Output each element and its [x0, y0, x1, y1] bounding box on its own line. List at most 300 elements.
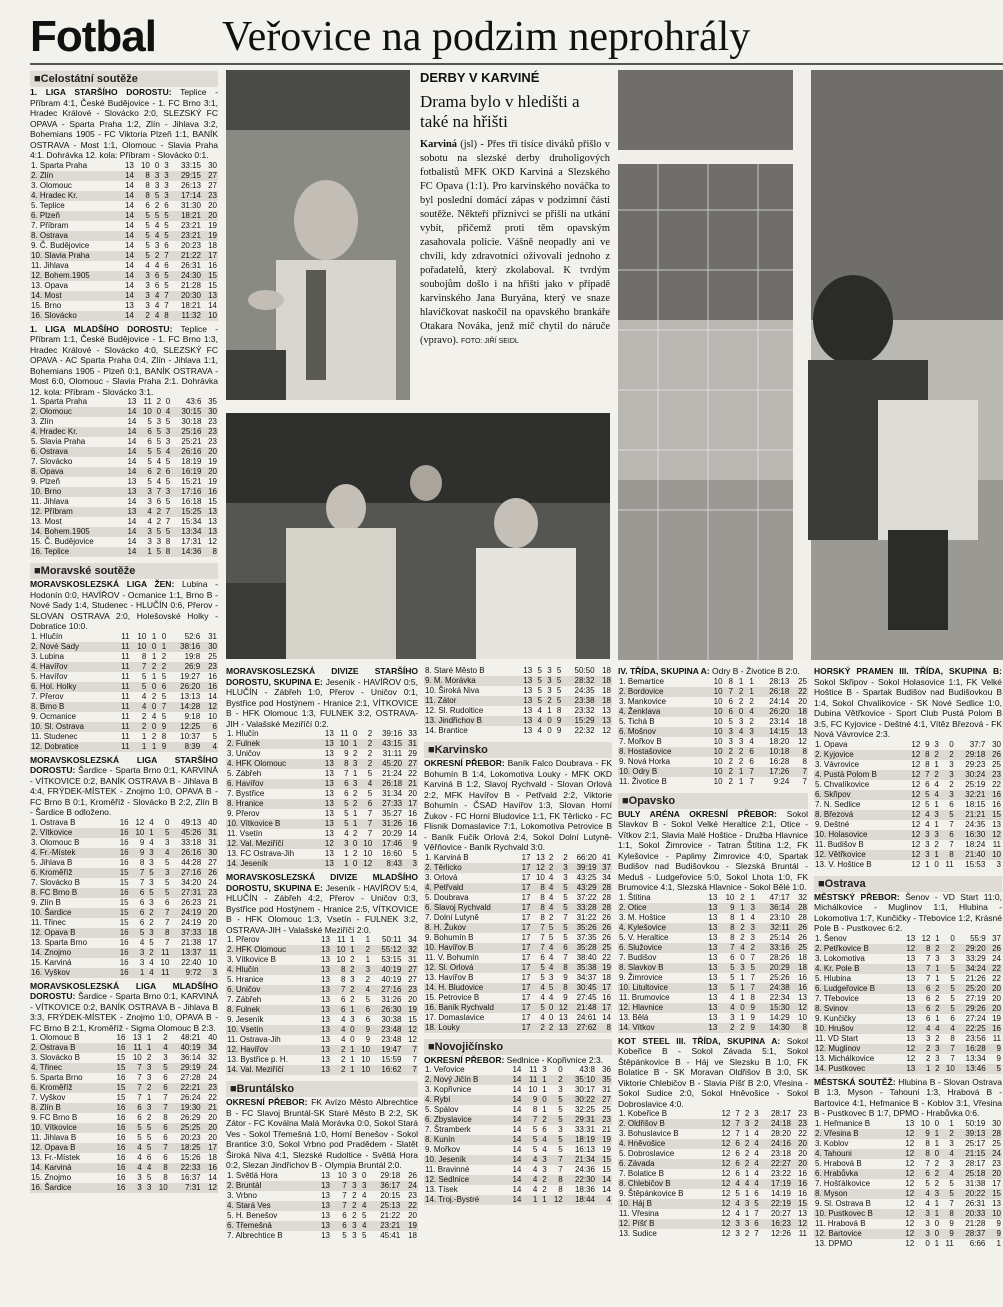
table-row — [226, 859, 418, 869]
stat-cell: 3 — [350, 1015, 355, 1024]
stat-cell: 3 — [352, 1170, 357, 1180]
stat-cell: 3 — [724, 727, 734, 737]
stat-cell: 6 — [950, 1013, 955, 1023]
table-row — [424, 1185, 612, 1195]
table-row — [618, 1189, 808, 1199]
league-table — [30, 397, 218, 557]
stat-cell: 6 — [731, 1159, 740, 1169]
stat-cell: 5 — [165, 497, 171, 506]
team-cell: 13. DPMO — [815, 1238, 853, 1248]
stat-cell: 21:24 — [382, 769, 403, 778]
stat-cell: 2 — [367, 729, 373, 738]
stat-cell: 26:16 — [170, 848, 202, 858]
stat-cell: 12 — [900, 1149, 916, 1159]
stat-cell: 36:14 — [180, 1053, 201, 1062]
stat-cell: 48:21 — [180, 1033, 201, 1042]
stat-cell: 4 — [341, 1035, 346, 1044]
stat-cell: 5 — [553, 676, 563, 686]
stat-cell: 5 — [548, 1095, 564, 1105]
stat-cell: 5 — [554, 923, 568, 933]
stat-cell: 15:59 — [381, 1055, 402, 1064]
stat-cell: 7 — [163, 1093, 168, 1102]
stat-cell: 14 — [119, 291, 135, 301]
stat-cell: 5 — [141, 671, 147, 681]
stat-cell: 13 — [324, 769, 334, 778]
team-cell: 9. Žimrovice — [619, 972, 663, 982]
stat-cell: 15 — [792, 1199, 808, 1209]
stat-cell: 5 — [137, 447, 152, 457]
stat-cell: 6 — [365, 1015, 371, 1024]
stat-cell: 0 — [352, 729, 358, 738]
team-cell: 7. Budišov — [619, 952, 657, 962]
table-row — [424, 1023, 612, 1033]
stat-cell: 16 — [110, 1163, 126, 1173]
stat-cell: 14 — [512, 1065, 522, 1074]
stat-cell: 3 — [145, 280, 150, 290]
table-row — [618, 727, 808, 737]
stat-cell: 15 — [116, 1093, 126, 1102]
stat-cell: 3 — [547, 666, 552, 675]
stat-cell: 4 — [546, 943, 554, 953]
stat-cell: 3 — [547, 686, 552, 695]
stat-cell: 2 — [738, 696, 744, 706]
stat-cell: 5 — [532, 1003, 546, 1013]
stat-cell: 37:22 — [576, 892, 597, 902]
stat-cell: 1 — [934, 1238, 940, 1248]
stat-cell: 11 — [798, 1229, 807, 1238]
stat-cell: 12 — [906, 770, 922, 780]
stat-cell: 13 — [314, 1181, 331, 1191]
team-cell: 4. Třinec — [30, 1063, 110, 1073]
table-row — [30, 818, 218, 828]
stat-cell: 16 — [208, 260, 217, 270]
stat-cell: 5 — [987, 1064, 1002, 1074]
stat-cell: 2 — [741, 1159, 750, 1169]
stat-cell: 8 — [730, 932, 735, 942]
stat-cell: 5 — [412, 849, 417, 858]
stat-cell: 5 — [548, 1135, 564, 1145]
stat-cell: 2 — [724, 747, 734, 757]
stat-cell: 8 — [155, 928, 171, 938]
stat-cell: 27:45 — [576, 992, 597, 1002]
stat-cell: 9 — [925, 739, 930, 749]
stat-cell: 12 — [906, 790, 922, 800]
team-cell: 7. Hošťálkovice — [815, 1178, 871, 1188]
stat-cell: 16 — [119, 817, 129, 827]
stat-cell: 1 — [744, 687, 754, 697]
table-row — [30, 181, 218, 191]
team-cell: 10. Široká Niva — [425, 686, 480, 695]
stat-cell: 2 — [749, 696, 754, 706]
stat-cell: 1 — [734, 767, 744, 777]
stat-cell: 27:62 — [569, 1023, 598, 1033]
stat-cell: 4 — [750, 1159, 759, 1169]
team-cell: 15. Petrovice B — [425, 992, 480, 1002]
article-text: (jsl) - Přes tři tisíce diváků přišlo v sobotu na slezské derby druholigových fotbalistů MFK OKD Karviná a Slezského FC Opava (1:1). Pro karvinského nováčka to byl poslední domácí zápas v podzimní části soutěže. Někteří příznivci se přišli na utkání vybít, přičemž proti těm opavským zasahovala policie. Vášně neopadly ani ve chvíli, kdy zdravotníci oživovali jednoho z pořadatelů, který zkolaboval. K tvrdým soubojům došlo i na hřišti jako v případě karvinského Jana Buryána, který ve snaze hlavičkovat naskočil na opavského brankáře Otakara Nováka, jenž míč chytil do náruče (vpravo). — [420, 139, 610, 346]
stat-cell: 20 — [992, 993, 1001, 1003]
team-cell: 3. Olomouc — [31, 180, 72, 190]
stat-cell: 1 — [750, 892, 755, 902]
stat-cell: 23 — [402, 985, 418, 995]
stat-cell: 3 — [143, 1183, 153, 1193]
stat-cell: 6 — [749, 756, 754, 766]
stat-cell: 1 — [916, 1064, 931, 1074]
stat-cell: 27 — [208, 857, 217, 867]
table-row — [30, 1043, 218, 1053]
team-cell: 4. Hradec Kr. — [30, 191, 119, 201]
team-cell: 2. Bruntál — [226, 1181, 314, 1191]
table-row — [618, 1149, 808, 1159]
stat-cell: 21 — [403, 779, 418, 789]
stat-cell: 7 — [540, 932, 545, 942]
stat-cell: 7 — [532, 943, 546, 953]
stat-cell: 20 — [208, 917, 217, 927]
table-row — [814, 740, 1002, 750]
table-row — [424, 963, 612, 973]
stat-cell: 25 — [602, 1105, 611, 1114]
table-row — [30, 507, 218, 517]
table-row — [814, 830, 1002, 840]
stat-cell: 5 — [165, 457, 171, 466]
table-row — [424, 873, 612, 883]
stat-cell: 5 — [143, 1123, 153, 1133]
stat-cell: 13 — [320, 779, 335, 789]
table-row — [814, 954, 1002, 964]
stat-cell: 5 — [137, 1133, 142, 1142]
stat-cell: 3 — [543, 676, 553, 686]
results-intro: KOT STEEL III. TŘÍDA, SKUPINA A: Sokol Kobeřice B - Sokol Závada 5:1, Sokol Štěpánkovice B - Háj ve Slezsku B 1:0, FK Bolatice B - SK Moravan Oldřišov B 3:0, SK Viktorie Chlebičov B - Slavia Píšť B 2:0, Vřesina - Sokol Sudice 2:0, Sokol Hněvošice - Sokol Dobroslavice 4:0. — [618, 1035, 808, 1109]
stat-cell: 5 — [925, 799, 930, 809]
stat-cell: 5 — [151, 191, 160, 201]
team-cell: 9. Přerov — [227, 809, 260, 818]
table-row — [30, 487, 218, 497]
stat-cell: 40:19 — [381, 975, 402, 984]
stat-cell: 10 — [986, 850, 1002, 860]
stat-cell: 2 — [131, 722, 148, 732]
stat-cell: 6 — [151, 271, 160, 281]
stat-cell: 4 — [754, 1129, 759, 1138]
stat-cell: 26 — [202, 868, 218, 878]
team-cell: 1. Šenov — [815, 933, 847, 943]
stat-cell: 26 — [791, 923, 808, 933]
stat-cell: 17 — [517, 963, 531, 973]
stat-cell: 7 — [790, 767, 808, 777]
league-table — [30, 818, 218, 978]
stat-cell: 22 — [408, 769, 417, 778]
team-cell: 6. Ostrava — [30, 447, 122, 457]
stat-cell: 12 — [721, 1149, 731, 1158]
stat-cell: 4 — [532, 1165, 538, 1174]
stat-cell: 45:20 — [373, 759, 403, 769]
table-row — [30, 221, 218, 231]
table-row — [30, 497, 218, 507]
stat-cell: 6 — [940, 830, 955, 840]
stat-cell: 22 — [992, 779, 1001, 789]
stat-cell: 22 — [401, 1201, 418, 1211]
stat-cell: 7 — [164, 917, 170, 927]
stat-cell: 15 — [408, 1015, 417, 1024]
team-cell: 2. Otice — [618, 903, 701, 913]
team-cell: 1. Přerov — [227, 935, 260, 944]
stat-cell: 3 — [149, 897, 154, 907]
stat-cell: 16 — [986, 790, 1002, 800]
stat-cell: 52:6 — [184, 631, 201, 641]
stat-cell: 4 — [139, 937, 145, 947]
table-row — [424, 993, 612, 1003]
stat-cell: 3 — [162, 487, 171, 497]
table-row — [618, 767, 808, 777]
stat-cell: 26:29 — [180, 1113, 201, 1122]
stat-cell: 2 — [736, 1023, 746, 1033]
table-row — [424, 706, 612, 716]
table-row — [424, 1013, 612, 1023]
stat-cell: 2 — [728, 756, 733, 766]
team-cell: 5. V. Heraltice — [619, 932, 669, 942]
stat-cell: 26:20 — [755, 707, 791, 717]
stat-cell: 13 — [321, 1035, 330, 1044]
table-row — [618, 983, 808, 993]
stat-cell: 4 — [344, 829, 349, 838]
stat-cell: 27:16 — [170, 868, 202, 878]
stat-cell: 31 — [202, 828, 218, 838]
stat-cell: 13 — [701, 903, 718, 913]
table-row — [814, 1064, 1002, 1074]
stat-cell: 3 — [741, 1119, 750, 1129]
article-dateline: Karviná — [420, 139, 457, 150]
table-row — [30, 1183, 218, 1193]
team-cell: 10. Šardice — [30, 908, 114, 918]
stat-cell: 13 — [906, 1013, 916, 1023]
table-row — [814, 1034, 1002, 1044]
stat-cell: 33:29 — [965, 953, 986, 963]
stat-cell: 6 — [154, 280, 160, 290]
stat-cell: 13 — [906, 1033, 916, 1043]
stat-cell: 14 — [119, 231, 135, 241]
stat-cell: 26 — [602, 912, 611, 922]
team-cell: 4. Rybí — [424, 1095, 506, 1105]
table-row — [30, 928, 218, 938]
stat-cell: 28 — [598, 883, 612, 893]
stat-cell: 7 — [950, 1053, 955, 1063]
team-cell: 15. Brno — [31, 300, 62, 310]
stat-cell: 3 — [746, 903, 756, 913]
stat-cell: 1 — [522, 1195, 538, 1205]
stat-cell: 6 — [137, 427, 152, 437]
stat-cell: 7 — [563, 952, 568, 962]
stat-cell: 30:45 — [569, 983, 598, 993]
stat-cell: 24 — [202, 1063, 218, 1073]
stat-cell: 9 — [130, 848, 146, 858]
team-cell: 2. Nový Jičín B — [424, 1075, 506, 1085]
team-cell: 6. Služovice — [618, 943, 701, 953]
stat-cell: 25:25 — [169, 1123, 202, 1133]
results-intro: IV. TŘÍDA, SKUPINA A: Odry B - Životice B 2:0. — [618, 666, 800, 676]
stat-cell: 9 — [157, 742, 167, 752]
stat-cell: 2 — [350, 799, 359, 809]
stat-cell: 5 — [950, 973, 955, 983]
stat-cell: 1 — [744, 1129, 750, 1138]
stat-cell: 3 — [164, 837, 170, 847]
stat-cell: 9 — [522, 1095, 538, 1105]
stat-cell: 10 — [131, 642, 148, 652]
stat-cell: 17 — [202, 1143, 218, 1153]
stat-cell: 31:38 — [965, 1178, 986, 1188]
stat-cell: 37 — [598, 863, 612, 873]
stat-cell: 7 — [735, 1129, 740, 1138]
stat-cell: 14 — [506, 1095, 522, 1105]
stat-cell: 13 — [202, 507, 218, 517]
stat-cell: 7 — [155, 908, 171, 918]
masthead-rule — [30, 63, 1003, 65]
stat-cell: 2 — [157, 662, 167, 672]
stat-cell: 2 — [331, 1045, 347, 1055]
table-row — [814, 1054, 1002, 1064]
stat-cell: 8 — [925, 1138, 930, 1148]
stat-cell: 5 — [145, 868, 154, 878]
stat-cell: 11 — [992, 839, 1001, 849]
stat-cell: 7 — [160, 291, 169, 301]
stat-cell: 4 — [546, 883, 554, 893]
stat-cell: 9 — [139, 837, 145, 847]
stat-cell: 24:61 — [576, 1012, 597, 1022]
stat-cell: 13:13 — [180, 691, 201, 701]
stat-cell: 1 — [542, 1105, 547, 1114]
stat-cell: 10:18 — [755, 747, 791, 757]
team-cell: 2. Ostrava B — [30, 1043, 110, 1053]
stat-cell: 13:37 — [170, 948, 202, 958]
stat-cell: 2 — [548, 1075, 564, 1085]
stat-cell: 7 — [331, 1181, 348, 1191]
stat-cell: 4 — [137, 507, 152, 517]
stat-cell: 14 — [119, 251, 135, 261]
stat-cell: 33:18 — [181, 837, 202, 847]
stat-cell: 24:14 — [769, 696, 790, 706]
stat-cell: 6 — [145, 200, 150, 210]
stat-cell: 17:31 — [181, 537, 202, 546]
stat-cell: 3 — [744, 727, 754, 737]
team-cell: 12. Píšť B — [618, 1219, 715, 1229]
team-cell: 2. Kyjovice — [814, 750, 906, 760]
stat-cell: 0 — [950, 933, 955, 943]
stat-cell: 15:25 — [171, 507, 202, 517]
team-cell: 10. Litultovice — [618, 983, 701, 993]
stat-cell: 9 — [915, 1129, 931, 1139]
table-row — [30, 547, 218, 557]
stat-cell: 4 — [151, 711, 157, 721]
table-row — [30, 457, 218, 467]
team-cell: 1. Opava — [815, 739, 848, 749]
stat-cell: 1 — [346, 945, 355, 955]
team-cell: 18. Louky — [424, 1023, 517, 1033]
team-cell: 8. Svinov — [814, 1004, 901, 1014]
team-cell: 8. Fulnek — [226, 1005, 315, 1015]
stat-cell: 1 — [365, 935, 371, 944]
stat-cell: 1 — [740, 912, 745, 922]
stat-cell: 1 — [137, 547, 152, 557]
stat-cell: 13 — [523, 666, 533, 675]
stat-cell: 5 — [558, 1105, 563, 1114]
stat-cell: 17:26 — [755, 767, 791, 777]
stat-cell: 31:11 — [382, 749, 403, 758]
stat-cell: 11 — [121, 711, 130, 721]
stat-cell: 5 — [553, 696, 563, 706]
league-table — [618, 893, 808, 1033]
stat-cell: 7 — [402, 1045, 418, 1055]
stat-cell: 5 — [921, 790, 930, 800]
team-cell: 2. HFK Olomouc — [226, 945, 315, 955]
stat-cell: 24:38 — [756, 983, 791, 993]
stat-cell: 28:32 — [562, 676, 595, 686]
stat-cell: 11 — [115, 702, 131, 712]
stat-cell: 13 — [523, 706, 533, 715]
stat-cell: 4 — [940, 1169, 955, 1179]
table-row — [424, 1135, 612, 1145]
table-row — [814, 860, 1002, 870]
stat-cell: 7:31 — [169, 1183, 202, 1193]
team-cell: 3. Zlín — [31, 417, 54, 426]
stat-cell: 13 — [320, 799, 335, 809]
stat-cell: 0 — [740, 952, 745, 962]
stat-cell: 30:18 — [181, 417, 202, 426]
stat-cell: 28:17 — [965, 1158, 986, 1168]
stat-cell: 12 — [906, 1053, 916, 1063]
stat-cell: 14 — [512, 1105, 522, 1114]
team-cell: 9. Nová Horka — [619, 756, 671, 766]
stat-cell: 5 — [940, 810, 955, 820]
section-header-celostatni: ■ Celostátní soutěže — [30, 71, 218, 87]
stat-cell: 22:30 — [564, 1175, 596, 1185]
table-row — [30, 1133, 218, 1143]
stat-cell: 7 — [749, 776, 754, 786]
stat-cell: 4 — [934, 779, 939, 789]
stat-cell: 28:37 — [955, 1229, 987, 1239]
team-cell: 8. Hranice — [226, 799, 320, 809]
stat-cell: 2 — [734, 747, 744, 757]
table-row — [226, 1025, 418, 1035]
stat-cell: 47:17 — [769, 892, 790, 902]
table-row — [424, 1105, 612, 1115]
stat-cell: 3 — [926, 1033, 931, 1043]
table-row — [30, 1033, 218, 1043]
team-cell: 4. Stará Ves — [226, 1201, 314, 1211]
table-row — [30, 311, 218, 321]
stat-cell: 0 — [165, 397, 171, 406]
stat-cell: 6 — [926, 1013, 931, 1023]
stat-cell: 24:35 — [574, 686, 595, 695]
results-intro: 1. LIGA MLADŠÍHO DOROSTU: Teplice - Příbram 1:1, České Budějovice - 1. FC Brno 1:3, Hradec Králové - Slovácko 4:0, SLEZSKÝ FC OPAVA - AC Sparta Praha 0:4, Zlín - Jihlava 1:1, Bohemians 1905 - Plzeň 0:1, BANÍK OSTRAVA - Most 6:0, Olomouc - Slavia Praha 2:1. Dohrávka 12. kola: Příbram - Slovácko 3:1. — [30, 323, 218, 397]
stat-cell: 8 — [163, 1173, 168, 1182]
stat-cell: 14 — [124, 180, 134, 190]
stat-cell: 6 — [735, 1169, 740, 1178]
stat-cell: 10 — [706, 707, 724, 717]
stat-cell: 27 — [202, 171, 218, 181]
table-row — [30, 517, 218, 527]
stat-cell: 25:26 — [769, 972, 790, 982]
table-row — [618, 993, 808, 1003]
stat-cell: 25:14 — [769, 932, 790, 942]
stat-cell: 13 — [315, 945, 331, 955]
team-cell: 16. Slovácko — [30, 311, 119, 321]
stat-cell: 6:66 — [969, 1238, 986, 1248]
stat-cell: 6 — [916, 984, 931, 994]
team-cell: 5. Hrabová B — [815, 1158, 862, 1168]
stat-cell: 5 — [344, 809, 349, 818]
stat-cell: 5 — [146, 1133, 152, 1142]
stat-cell: 4 — [151, 231, 160, 241]
team-cell: 4. Kr. Pole B — [814, 964, 901, 974]
stat-cell: 14:29 — [769, 1012, 790, 1022]
stat-cell: 7 — [402, 1065, 418, 1075]
